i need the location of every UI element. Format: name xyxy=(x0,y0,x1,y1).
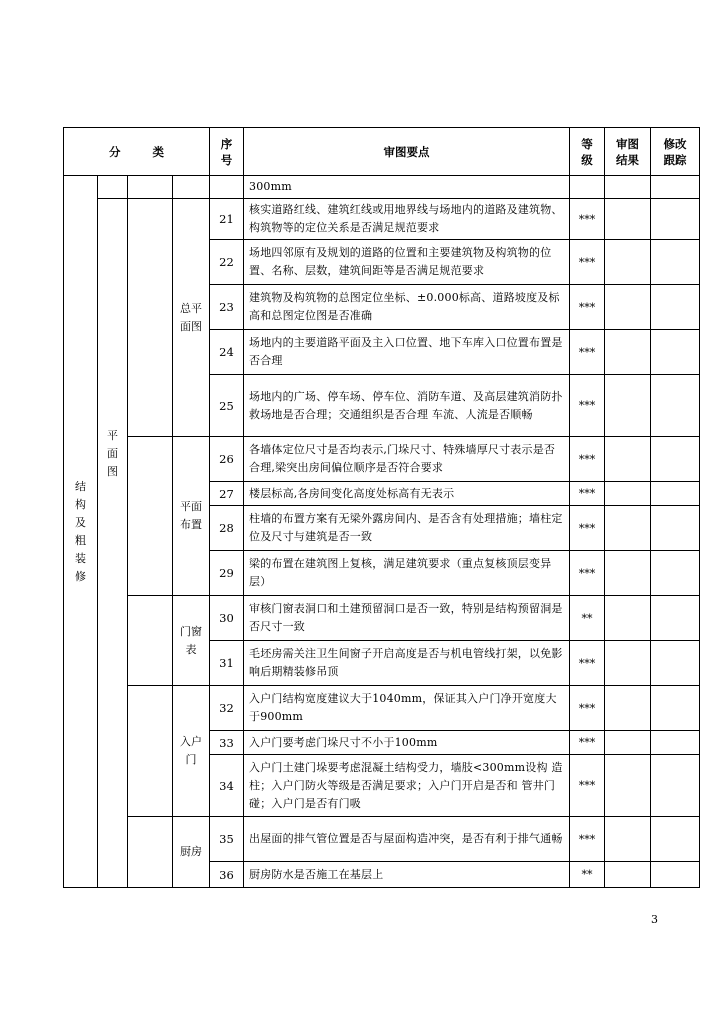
group-entrance-door: 入户 门 xyxy=(173,686,210,817)
page-number: 3 xyxy=(651,913,658,926)
row-grade: *** xyxy=(570,330,605,375)
revision-tracking-cell[interactable] xyxy=(651,641,700,686)
table-row xyxy=(64,437,700,482)
review-result-cell[interactable] xyxy=(605,641,651,686)
review-result-cell[interactable] xyxy=(605,817,651,862)
table-row xyxy=(64,176,700,199)
table-row xyxy=(64,686,700,731)
row-content: 场地内的主要道路平面及主入口位置、地下车库入口位置布置是否合理 xyxy=(244,330,570,375)
row-grade: *** xyxy=(570,686,605,731)
row-grade: *** xyxy=(570,199,605,240)
review-result-cell[interactable] xyxy=(605,285,651,330)
review-result-cell[interactable] xyxy=(605,862,651,888)
row-number: 31 xyxy=(210,641,244,686)
row-grade: *** xyxy=(570,285,605,330)
group-structure-finishing: 结 构 及 粗 装 修 xyxy=(64,176,98,888)
revision-tracking-cell[interactable] xyxy=(651,375,700,437)
row-number: 28 xyxy=(210,506,244,551)
group-plan-drawing: 平 面 图 xyxy=(107,429,118,478)
revision-tracking-cell[interactable] xyxy=(651,862,700,888)
revision-tracking-cell[interactable] xyxy=(651,817,700,862)
revision-tracking-cell[interactable] xyxy=(651,731,700,755)
row-content: 毛坯房需关注卫生间窗子开启高度是否与机电管线打架，以免影响后期精装修吊顶 xyxy=(244,641,570,686)
continued-content: 300mm xyxy=(244,176,570,199)
row-content: 核实道路红线、建筑红线或用地界线与场地内的道路及建筑物、构筑物等的定位关系是否满足规范要求 xyxy=(244,199,570,240)
row-grade: *** xyxy=(570,375,605,437)
revision-tracking-cell[interactable] xyxy=(651,551,700,596)
row-number: 35 xyxy=(210,817,244,862)
row-number: 23 xyxy=(210,285,244,330)
revision-tracking-cell[interactable] xyxy=(651,330,700,375)
row-number: 25 xyxy=(210,375,244,437)
row-grade: *** xyxy=(570,551,605,596)
row-number: 27 xyxy=(210,482,244,506)
row-content: 入户门土建门垛要考虑混凝土结构受力，墙肢<300mm设构 造柱；入户门防火等级是否满足要求；入户门开启是否和 管井门碰；入户门是否有门吸 xyxy=(244,755,570,817)
row-content: 各墙体定位尺寸是否均表示,门垛尺寸、特殊墙厚尺寸表示是否合理,梁突出房间偏位顺序是否符合要求 xyxy=(244,437,570,482)
header-grade: 等 级 xyxy=(570,128,605,176)
row-number: 24 xyxy=(210,330,244,375)
group-kitchen: 厨房 xyxy=(173,817,210,888)
revision-tracking-cell[interactable] xyxy=(651,506,700,551)
review-result-cell[interactable] xyxy=(605,506,651,551)
review-result-cell[interactable] xyxy=(605,755,651,817)
row-grade: ** xyxy=(570,862,605,888)
revision-tracking-cell[interactable] xyxy=(651,285,700,330)
header-review-points: 审图要点 xyxy=(244,128,570,176)
header-classification: 分 类 xyxy=(64,128,210,176)
row-number: 29 xyxy=(210,551,244,596)
row-grade: *** xyxy=(570,731,605,755)
row-content: 建筑物及构筑物的总图定位坐标、±0.000标高、道路坡度及标高和总图定位图是否准确 xyxy=(244,285,570,330)
row-content: 场地四邻原有及规划的道路的位置和主要建筑物及构筑物的位置、名称、层数，建筑间距等是否满足规范要求 xyxy=(244,240,570,285)
row-content: 审核门窗表洞口和土建预留洞口是否一致，特别是结构预留洞是否尺寸一致 xyxy=(244,596,570,641)
row-content: 出屋面的排气管位置是否与屋面构造冲突，是否有利于排气通畅 xyxy=(244,817,570,862)
revision-tracking-cell[interactable] xyxy=(651,482,700,506)
row-number: 34 xyxy=(210,755,244,817)
review-table xyxy=(63,127,700,888)
row-grade: *** xyxy=(570,506,605,551)
row-number: 22 xyxy=(210,240,244,285)
revision-tracking-cell[interactable] xyxy=(651,686,700,731)
review-result-cell[interactable] xyxy=(605,240,651,285)
review-result-cell[interactable] xyxy=(605,176,651,199)
review-result-cell[interactable] xyxy=(605,551,651,596)
header-result: 审图 结果 xyxy=(605,128,651,176)
row-content: 楼层标高,各房间变化高度处标高有无表示 xyxy=(244,482,570,506)
review-result-cell[interactable] xyxy=(605,437,651,482)
revision-tracking-cell[interactable] xyxy=(651,596,700,641)
group-site-plan: 总平 面图 xyxy=(173,199,210,437)
row-grade: *** xyxy=(570,817,605,862)
revision-tracking-cell[interactable] xyxy=(651,755,700,817)
review-result-cell[interactable] xyxy=(605,686,651,731)
row-content: 梁的布置在建筑图上复核，满足建筑要求（重点复核顶层变异层） xyxy=(244,551,570,596)
group-floor-layout: 平面 布置 xyxy=(173,437,210,596)
header-sequence: 序 号 xyxy=(210,128,244,176)
row-number: 33 xyxy=(210,731,244,755)
row-grade: ** xyxy=(570,596,605,641)
header-row xyxy=(64,128,700,176)
header-revision: 修改 跟踪 xyxy=(651,128,700,176)
review-result-cell[interactable] xyxy=(605,330,651,375)
row-grade: *** xyxy=(570,755,605,817)
row-grade: *** xyxy=(570,482,605,506)
table-row xyxy=(64,199,700,240)
row-number: 26 xyxy=(210,437,244,482)
row-content: 柱墙的布置方案有无梁外露房间内、是否含有处理措施；墙柱定位及尺寸与建筑是否一致 xyxy=(244,506,570,551)
row-content: 场地内的广场、停车场、停车位、消防车道、及高层建筑消防扑救场地是否合理；交通组织是否合理 车流、人流是否顺畅 xyxy=(244,375,570,437)
review-result-cell[interactable] xyxy=(605,199,651,240)
row-grade: *** xyxy=(570,641,605,686)
group-door-window-schedule: 门窗 表 xyxy=(173,596,210,686)
table-row xyxy=(64,817,700,862)
review-result-cell[interactable] xyxy=(605,596,651,641)
row-number: 36 xyxy=(210,862,244,888)
row-grade: *** xyxy=(570,437,605,482)
revision-tracking-cell[interactable] xyxy=(651,437,700,482)
review-result-cell[interactable] xyxy=(605,731,651,755)
row-content: 厨房防水是否施工在基层上 xyxy=(244,862,570,888)
table-row xyxy=(64,596,700,641)
review-result-cell[interactable] xyxy=(605,482,651,506)
row-number: 30 xyxy=(210,596,244,641)
row-number: 32 xyxy=(210,686,244,731)
revision-tracking-cell[interactable] xyxy=(651,176,700,199)
revision-tracking-cell[interactable] xyxy=(651,240,700,285)
row-number: 21 xyxy=(210,199,244,240)
revision-tracking-cell[interactable] xyxy=(651,199,700,240)
row-grade: *** xyxy=(570,240,605,285)
row-content: 入户门结构宽度建议大于1040mm，保证其入户门净开宽度大于900mm xyxy=(244,686,570,731)
review-result-cell[interactable] xyxy=(605,375,651,437)
row-content: 入户门要考虑门垛尺寸不小于100mm xyxy=(244,731,570,755)
